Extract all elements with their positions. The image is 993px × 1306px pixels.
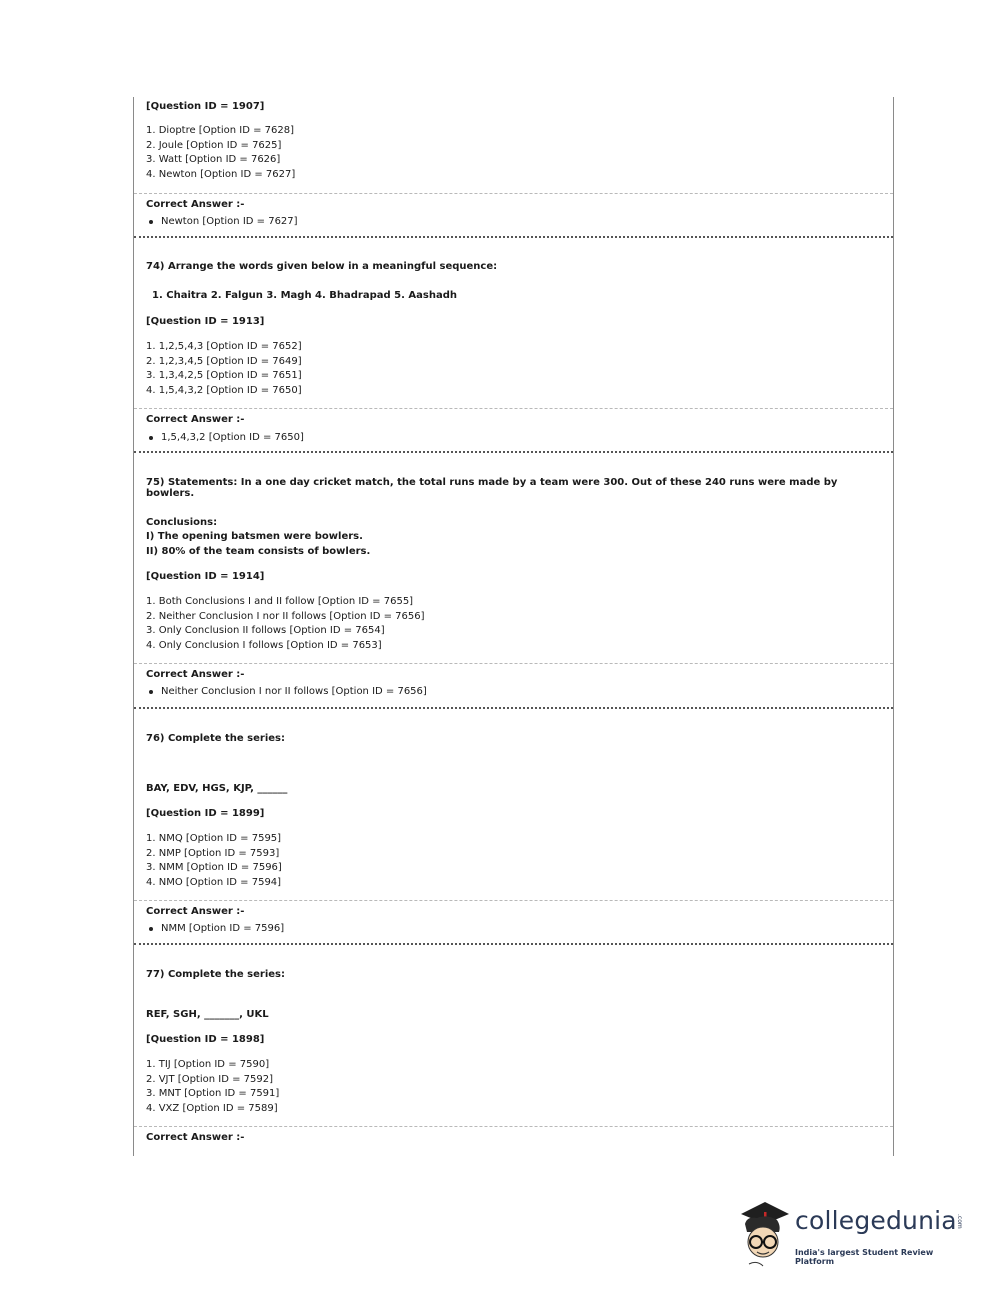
option: 4. NMO [Option ID = 7594] [146,876,282,888]
q75-question-id: [Question ID = 1914] [146,571,265,582]
q75-correct-label: Correct Answer :- [146,669,245,680]
q73-options [146,124,881,182]
question-panel [133,97,894,1156]
q77-series: REF, SGH, _______, UKL [146,1009,269,1020]
bullet-icon [149,927,153,931]
q77-correct-label: Correct Answer :- [146,1132,245,1143]
bullet-icon [149,690,153,694]
q73-correct-label: Correct Answer :- [146,199,245,210]
divider [134,900,893,901]
question-divider [134,943,893,945]
divider [134,663,893,664]
brand-tagline: India's largest Student Review Platform [795,1248,934,1266]
option: 2. Neither Conclusion I nor II follows [Option ID = 7656] [146,610,425,622]
bullet-icon [149,220,153,224]
q74-correct-answer: 1,5,4,3,2 [Option ID = 7650] [146,432,881,443]
q77-options [146,1058,881,1116]
question-divider [134,451,893,453]
q75-title: 75) Statements: In a one day cricket match, the total runs made by a team were 300. Out of these 240 runs were made by bowlers. [146,477,838,499]
q73-correct-answer: Newton [Option ID = 7627] [146,216,881,227]
option: 3. Watt [Option ID = 7626] [146,154,281,166]
option: 4. Newton [Option ID = 7627] [146,168,296,180]
option: 1. Both Conclusions I and II follow [Option ID = 7655] [146,596,414,607]
q76-title: 76) Complete the series: [146,733,285,744]
brand-name: collegedunia [795,1206,957,1235]
bullet-icon [149,436,153,440]
divider [134,1126,893,1127]
option: 3. MNT [Option ID = 7591] [146,1088,280,1100]
option: 1. 1,2,5,4,3 [Option ID = 7652] [146,341,302,352]
q74-title: 74) Arrange the words given below in a meaningful sequence: [146,261,498,272]
q75-conclusions-label: Conclusions: [146,517,218,528]
option: 2. VJT [Option ID = 7592] [146,1073,273,1085]
option: 3. 1,3,4,2,5 [Option ID = 7651] [146,370,302,382]
option: 2. 1,2,3,4,5 [Option ID = 7649] [146,355,302,367]
q77-title: 77) Complete the series: [146,969,285,980]
q75-conclusion-1: I) The opening batsmen were bowlers. [146,531,363,542]
q75-conclusion-2: II) 80% of the team consists of bowlers. [146,546,371,557]
option: 1. TIJ [Option ID = 7590] [146,1059,270,1070]
option: 4. 1,5,4,3,2 [Option ID = 7650] [146,384,302,396]
q75-options [146,595,881,653]
q76-question-id: [Question ID = 1899] [146,808,265,819]
divider [134,408,893,409]
option: 2. Joule [Option ID = 7625] [146,139,282,151]
q77-question-id: [Question ID = 1898] [146,1034,265,1045]
brand-com: .com [956,1214,963,1229]
q75-correct-answer: Neither Conclusion I nor II follows [Option ID = 7656] [146,686,881,697]
option: 4. Only Conclusion I follows [Option ID = 7653] [146,639,382,651]
q74-options [146,340,881,398]
q76-correct-answer: NMM [Option ID = 7596] [146,923,881,934]
option: 1. NMQ [Option ID = 7595] [146,833,282,844]
option: 3. Only Conclusion II follows [Option ID = 7654] [146,625,385,637]
q74-correct-label: Correct Answer :- [146,414,245,425]
q74-words: 1. Chaitra 2. Falgun 3. Magh 4. Bhadrapad 5. Aashadh [152,290,457,301]
q76-options [146,832,881,890]
q76-series: BAY, EDV, HGS, KJP, ______ [146,783,288,794]
collegedunia-logo [735,1200,965,1270]
option: 2. NMP [Option ID = 7593] [146,847,280,859]
q76-correct-label: Correct Answer :- [146,906,245,917]
divider [134,193,893,194]
option: 3. NMM [Option ID = 7596] [146,862,282,874]
q73-question-id: [Question ID = 1907] [146,101,265,112]
mascot-icon [735,1200,793,1270]
option: 4. VXZ [Option ID = 7589] [146,1102,278,1114]
option: 1. Dioptre [Option ID = 7628] [146,125,294,136]
question-divider [134,707,893,709]
question-divider [134,236,893,238]
q74-question-id: [Question ID = 1913] [146,316,265,327]
